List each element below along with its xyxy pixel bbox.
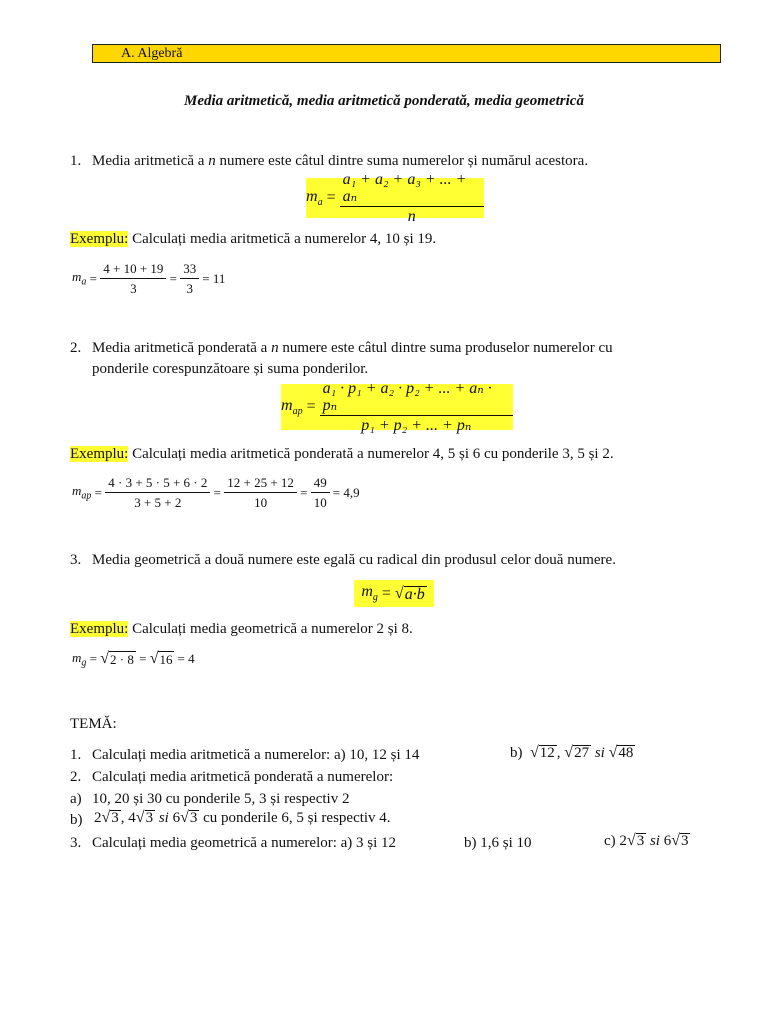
- sqrt-symbol: √: [101, 809, 111, 826]
- section3-number: 3.: [70, 552, 82, 568]
- homework-title: TEMĂ:: [70, 716, 117, 732]
- homework-item2-text: Calculați media aritmetică ponderată a numerelor:: [92, 769, 394, 785]
- section2-calculation: $m_{ap}$ = $\frac{4 \cdot 3 + 5 \cdot 5 + 6 \cdot 2}{3 + 5 + 2}$ = $\frac{12 + 25 + 12}{10}$ = $\frac{49}{10}$ = 4,9: [72, 475, 360, 510]
- sqrt-symbol: √: [394, 584, 404, 602]
- section3-calculation: $m_g$ = √ 2 · 8 = √ 16 = 4: [72, 650, 195, 669]
- section-header-bar: [92, 44, 721, 63]
- example-label: Exemplu:: [70, 231, 129, 247]
- homework-item2b-text: 2√3 , 4√3 si 6√3 cu ponderile 6, 5 și respectiv 4.: [94, 809, 391, 826]
- section1-number: 1.: [70, 153, 82, 169]
- sqrt-symbol: √: [608, 744, 618, 761]
- section1-example: Exemplu: Calculați media aritmetică a numerelor 4, 10 și 19.: [70, 231, 437, 247]
- example-label: Exemplu:: [70, 446, 129, 462]
- section3-example: Exemplu: Calculați media geometrică a numerelor 2 și 8.: [70, 621, 413, 637]
- section1-definition: Media aritmetică a n numere este câtul dintre suma numerelor și numărul acestora.: [92, 153, 589, 169]
- sqrt-symbol: √: [135, 809, 145, 826]
- section1-formula: $m_a$ = $\frac{\text{a₁ + a₂ + a₃ + ... + aₙ}}{n}$: [306, 178, 484, 218]
- homework-item2a-text: 10, 20 și 30 cu ponderile 5, 3 și respectiv 2: [92, 791, 350, 807]
- sqrt-symbol: √: [564, 744, 574, 761]
- sqrt-symbol: √: [100, 650, 110, 668]
- homework-item3-b: b) 1,6 și 10: [464, 835, 532, 851]
- homework-item3-text: Calculați media geometrică a numerelor: a) 3 și 12: [92, 835, 397, 851]
- section2-formula: $m_{ap}$ = $\frac{\text{a₁ · p₁ + a₂ · p₂ + ... + aₙ · pₙ}}{\text{p₁ + p₂ + ... + pₙ}}$: [281, 384, 513, 430]
- sqrt-symbol: √: [671, 832, 680, 849]
- section-header-label: A. Algebră: [121, 46, 183, 61]
- homework-item2-number: 2.: [70, 769, 82, 785]
- section2-example: Exemplu: Calculați media aritmetică ponderată a numerelor 4, 5 și 6 cu ponderile 3, 5 și 2.: [70, 446, 614, 462]
- homework-item1-b: b) √12 , √27 si √48: [510, 744, 634, 761]
- sqrt-symbol: √: [149, 650, 159, 668]
- section2-definition-line2: ponderile corespunzătoare și suma ponderilor.: [92, 361, 369, 377]
- section3-formula: $m_g$ = √ a·b: [354, 580, 434, 607]
- section3-definition: Media geometrică a două numere este egală cu radical din produsul celor două numere.: [92, 552, 616, 568]
- sqrt-symbol: √: [530, 744, 539, 761]
- example-label: Exemplu:: [70, 621, 129, 637]
- homework-item3-c: c) 2√3 si 6√3: [604, 832, 689, 849]
- homework-item1-text: Calculați media aritmetică a numerelor: a) 10, 12 și 14: [92, 747, 420, 763]
- section2-definition: Media aritmetică ponderată a n numere este câtul dintre suma produselor numerelor cu: [92, 340, 613, 356]
- homework-item3-number: 3.: [70, 835, 82, 851]
- homework-item2a-label: a): [70, 791, 82, 807]
- homework-item1-number: 1.: [70, 747, 82, 763]
- sqrt-symbol: √: [626, 832, 636, 849]
- section2-number: 2.: [70, 340, 82, 356]
- page-title: Media aritmetică, media aritmetică ponderată, media geometrică: [184, 93, 584, 109]
- section1-calculation: $m_a$ = $\frac{4 + 10 + 19}{3}$ = $\frac{33}{3}$ = 11: [72, 261, 226, 296]
- homework-item2b-label: b): [70, 812, 83, 828]
- sqrt-symbol: √: [180, 809, 189, 826]
